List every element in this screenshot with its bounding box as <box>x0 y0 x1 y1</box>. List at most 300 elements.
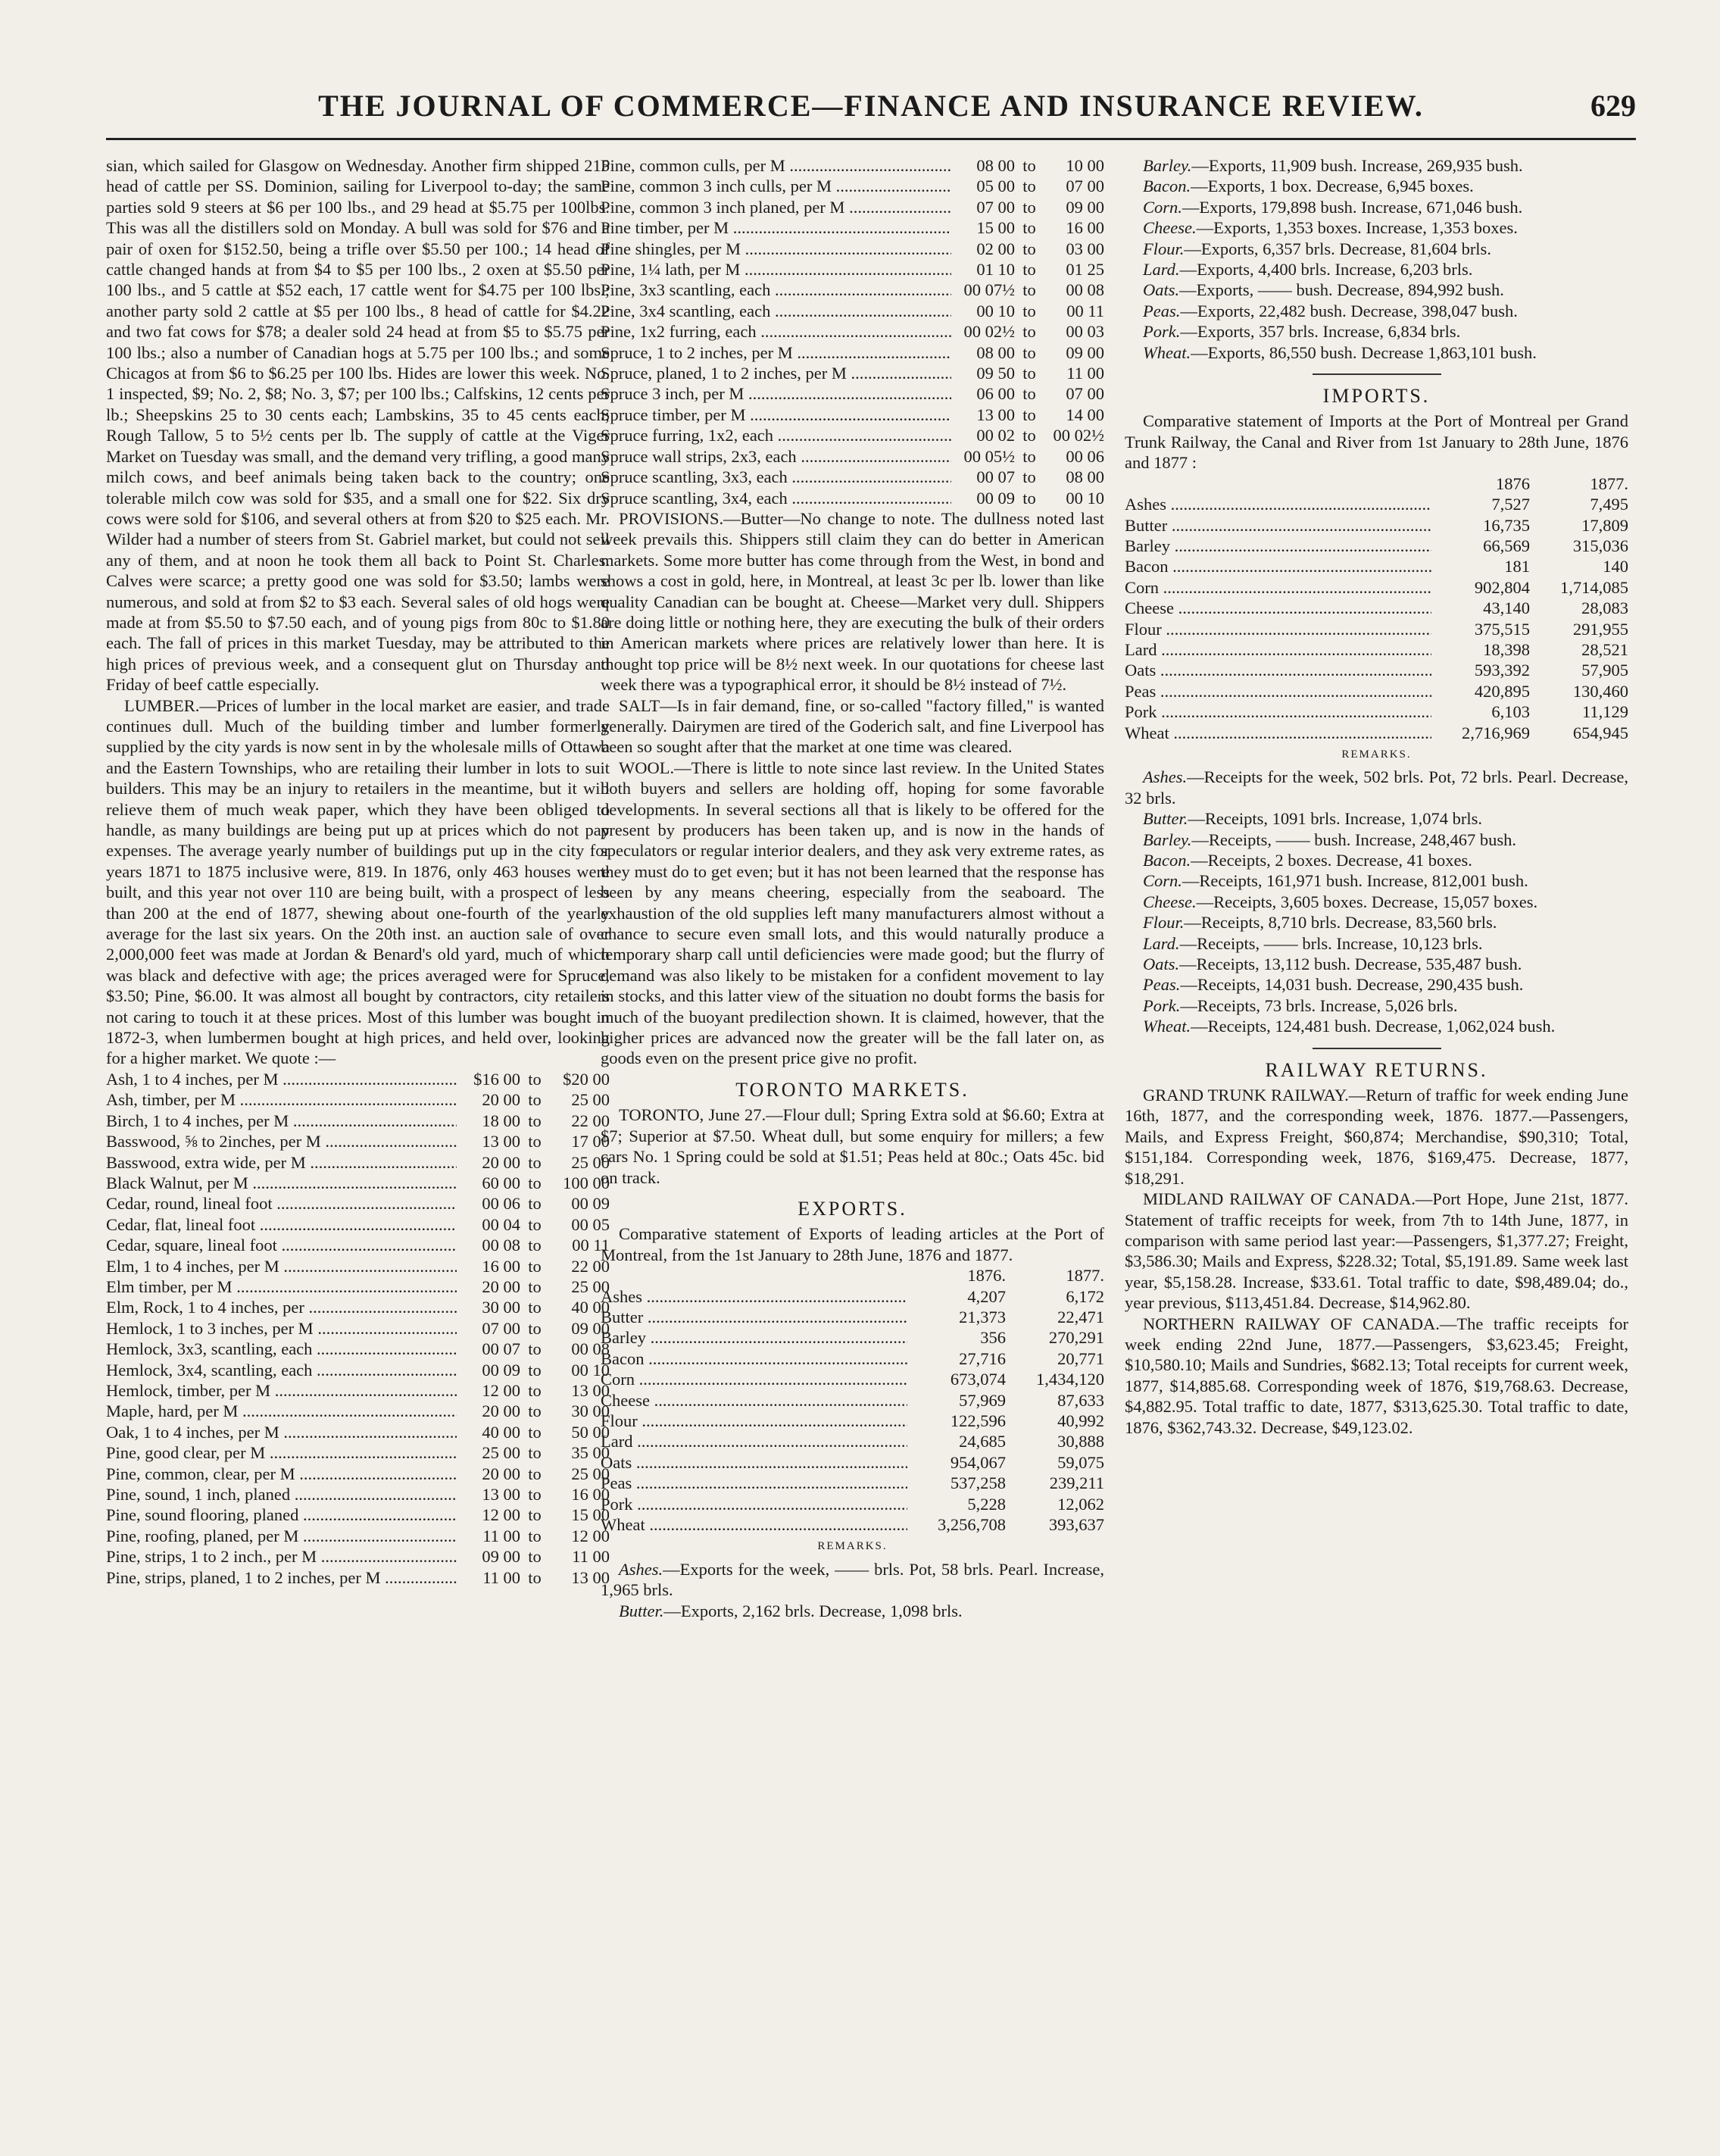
page-header <box>106 82 1636 135</box>
price-row <box>601 363 1104 383</box>
value-1876: 4,207 <box>967 1286 1006 1306</box>
price-to: to <box>528 1401 542 1421</box>
price-row <box>601 197 1104 217</box>
remark-item: Flour. <box>1143 913 1185 933</box>
value-1876: 24,685 <box>959 1432 1006 1451</box>
price-row <box>106 1111 610 1131</box>
price-row <box>601 301 1104 321</box>
price-low: 05 00 <box>976 177 1015 196</box>
price-low: 20 00 <box>482 1152 520 1172</box>
remark-text: —Exports for the week, —— brls. Pot, 58 brls. Pearl. Increase, 1,965 brls. <box>601 1559 1104 1600</box>
remark-text: —Receipts for the week, 502 brls. Pot, 72 brls. Pearl. Decrease, 32 brls. <box>1125 767 1628 808</box>
price-low: 02 00 <box>976 239 1015 258</box>
price-label: Basswood, ⅝ to 2inches, per M ..... <box>106 1131 457 1151</box>
price-label: Pine timber, per M ..... <box>601 217 951 238</box>
table-row <box>1125 536 1628 556</box>
table-row <box>1125 660 1628 680</box>
commodity-label: Lard ..... <box>601 1431 907 1451</box>
table-row <box>601 1494 1104 1514</box>
value-1876: 43,140 <box>1483 598 1530 618</box>
exports-year-1877: 1877. <box>1066 1266 1104 1286</box>
table-row <box>601 1307 1104 1327</box>
price-to: to <box>1022 488 1036 508</box>
remark-text: —Receipts, 2 boxes. Decrease, 41 boxes. <box>1191 851 1472 870</box>
table-row <box>601 1411 1104 1431</box>
exports-remarks <box>601 1559 1104 1621</box>
remark-item: Cheese. <box>1143 218 1197 238</box>
remark-item: Peas. <box>1143 301 1181 320</box>
remark-text: —Exports, 1 box. Decrease, 6,945 boxes. <box>1191 177 1474 196</box>
price-row <box>601 217 1104 238</box>
value-1876: 57,969 <box>959 1390 1006 1410</box>
remark-entry <box>1125 259 1628 280</box>
table-row <box>601 1473 1104 1493</box>
price-low: 00 07½ <box>963 280 1015 300</box>
price-to: to <box>528 1505 542 1525</box>
price-row <box>601 280 1104 300</box>
price-row <box>601 176 1104 196</box>
price-row <box>601 405 1104 425</box>
price-high: 00 11 <box>572 1236 610 1255</box>
remark-entry <box>1125 892 1628 912</box>
price-label: Pine, 1x2 furring, each ..... <box>601 321 951 342</box>
price-low: 12 00 <box>482 1505 520 1525</box>
remark-item: Peas. <box>1143 975 1181 995</box>
remark-entry <box>1125 1016 1628 1036</box>
value-1877: 20,771 <box>1057 1348 1104 1368</box>
remark-entry <box>1125 301 1628 321</box>
price-to: to <box>528 1214 542 1234</box>
commodity-label: Flour ..... <box>1125 619 1431 639</box>
value-1876: 181 <box>1504 557 1530 576</box>
value-1876: 954,067 <box>950 1452 1006 1472</box>
price-high: 09 00 <box>571 1318 610 1338</box>
price-row <box>106 1173 610 1193</box>
price-high: 13 00 <box>571 1380 610 1400</box>
price-high: 17 00 <box>571 1132 610 1151</box>
toronto-markets-paragraph: TORONTO, June 27.—Flour dull; Spring Extra sold at $6.60; Extra at $7; Superior at $7.50. Wheat dull, but some enquiry for millers; a few cars No. 1 Spring could be sold at $1.51; Peas held at 80c.; Oats 45c. bid on track. <box>601 1105 1104 1187</box>
header-rule <box>106 138 1636 140</box>
price-label: Pine, 1¼ lath, per M ..... <box>601 259 951 280</box>
price-high: 09 00 <box>1066 342 1104 362</box>
price-label: Cedar, square, lineal foot ..... <box>106 1235 457 1255</box>
price-low: 06 00 <box>976 384 1015 404</box>
price-to: to <box>528 1380 542 1400</box>
remark-entry <box>1125 767 1628 808</box>
value-1877: 270,291 <box>1048 1328 1104 1348</box>
price-low: 25 00 <box>482 1443 520 1463</box>
price-to: to <box>528 1132 542 1151</box>
price-row <box>106 1089 610 1110</box>
price-low: 09 50 <box>976 364 1015 383</box>
imports-year-1877: 1877. <box>1590 473 1628 493</box>
price-to: to <box>528 1547 542 1567</box>
remark-item: Barley. <box>1143 830 1192 849</box>
price-label: Basswood, extra wide, per M ..... <box>106 1152 457 1173</box>
journal-title: THE JOURNAL OF COMMERCE—FINANCE AND INSURANCE REVIEW. <box>318 89 1424 123</box>
price-high: 00 10 <box>571 1360 610 1380</box>
exports-heading: EXPORTS. <box>798 1197 907 1220</box>
remark-item: Corn. <box>1143 197 1182 217</box>
price-to: to <box>528 1173 542 1192</box>
commodity-label: Bacon ..... <box>1125 556 1431 576</box>
price-low: 20 00 <box>482 1401 520 1421</box>
commodity-label: Pork ..... <box>1125 701 1431 722</box>
remark-item: Oats. <box>1143 955 1180 974</box>
remark-item: Oats. <box>1143 280 1180 300</box>
cattle-market-paragraph: sian, which sailed for Glasgow on Wednesday. Another firm shipped 215 head of cattle per SS. Dominion, sailing for Liverpool to-day; the same parties sold 9 steers at $6 per 100 lbs., and 29 head at $5.75 per 100lbs. This was all the distillers sold on Monday. A bull was sold for $76 and a pair of oxen for $152.50, being a trifle over $5.50 per 100.; 14 head of cattle changed hands at from $4 to $5 per 100 lbs., 2 oxen at $5.50 per 100 lbs., and 5 cattle at $52 each, 17 cattle went for $4.75 per 100 lbs.; another party sold 2 cattle at $5 per 100 lbs., 8 head of cattle for $4.22 and two fat cows for $78; a dealer sold 24 head at from $5 to $5.75 per 100 lbs.; also a number of Canadian hogs at 5.75 per 100 lbs.; and some Chicagos at from $6 to $6.25 per 100 lbs. Hides are lower this week. No. 1 inspected, $9; No. 2, $8; No. 3, $7; per 100 lbs.; Calfskins, 12 cents per lb.; Sheepskins 25 to 30 cents each; Lambskins, 35 to 45 cents each; Rough Tallow, 5 to 5½ cents per lb. The supply of cattle at the Viger Market on Tuesday was small, and the demand very trifling, a good many milch cows, and beef animals being taken back to the country; one tolerable milch cow was sold for $35, and a small one for $22. Six dry cows were sold for $106, and several others at from $20 to $25 each. Mr. Wilder had a number of steers from St. Gabriel market, but could not sell any of them, and at noon he took them all back to Point St. Charles. Calves were scarce; a pretty good one was sold for $3.50; lambs were numerous, and sold at from $2 to $3 each. Several sales of old hogs were made at from $5.50 to $7.50 each, and of young pigs from 80c to $1.80 each. The fall of prices in this market Tuesday, may be attributed to the high prices of previous week, and a consequent glut on Thursday and Friday of beef cattle especially. <box>106 156 610 695</box>
price-high: 25 00 <box>571 1090 610 1110</box>
price-low: 08 00 <box>976 342 1015 362</box>
price-high: 07 00 <box>1066 384 1104 404</box>
price-high: 09 00 <box>1066 197 1104 217</box>
price-low: 00 07 <box>482 1339 520 1359</box>
price-to: to <box>1022 177 1036 196</box>
remark-text: —Exports, 357 brls. Increase, 6,834 brls. <box>1180 322 1461 342</box>
price-low: 00 06 <box>482 1194 520 1214</box>
exports-table <box>601 1286 1104 1536</box>
remark-item: Lard. <box>1143 933 1180 953</box>
price-to: to <box>528 1339 542 1359</box>
commodity-label: Ashes ..... <box>1125 494 1431 514</box>
price-row <box>106 1546 610 1567</box>
price-low: $16 00 <box>473 1069 520 1089</box>
price-to: to <box>528 1111 542 1130</box>
commodity-label: Barley ..... <box>1125 536 1431 556</box>
remark-text: —Exports, 179,898 bush. Increase, 671,046 bush. <box>1182 197 1523 217</box>
salt-paragraph: SALT—Is in fair demand, fine, or so-called "factory filled," is wanted generally. Dairymen are tired of the Goderich salt, and fine Liverpool has been so sought after that the market at one time was cleared. <box>601 695 1104 757</box>
price-to: to <box>528 1443 542 1463</box>
table-row <box>1125 515 1628 536</box>
price-label: Pine, strips, 1 to 2 inch., per M ..... <box>106 1546 457 1567</box>
exports-remarks-heading: REMARKS. <box>817 1540 888 1553</box>
price-label: Pine, sound, 1 inch, planed ..... <box>106 1484 457 1505</box>
table-row <box>1125 639 1628 660</box>
remark-entry <box>1125 974 1628 995</box>
value-1877: 12,062 <box>1057 1494 1104 1514</box>
table-row <box>1125 556 1628 576</box>
price-high: 00 10 <box>1066 488 1104 508</box>
value-1877: 17,809 <box>1581 515 1628 535</box>
price-label: Hemlock, timber, per M ..... <box>106 1380 457 1401</box>
value-1877: 130,460 <box>1572 681 1628 701</box>
value-1876: 18,398 <box>1483 639 1530 659</box>
remark-text: —Exports, 4,400 brls. Increase, 6,203 brls. <box>1179 260 1473 280</box>
price-label: Cedar, flat, lineal foot ..... <box>106 1214 457 1235</box>
remark-text: —Receipts, —— brls. Increase, 10,123 brls. <box>1179 933 1483 953</box>
price-low: 00 10 <box>976 301 1015 320</box>
price-row <box>106 1131 610 1151</box>
price-row <box>106 1567 610 1588</box>
table-row <box>601 1348 1104 1369</box>
value-1877: 28,521 <box>1581 639 1628 659</box>
price-low: 15 00 <box>976 218 1015 238</box>
price-row <box>106 1152 610 1173</box>
price-label: Pine, roofing, planed, per M ..... <box>106 1526 457 1546</box>
value-1876: 593,392 <box>1474 661 1530 680</box>
price-to: to <box>528 1276 542 1296</box>
price-to: to <box>528 1298 542 1317</box>
price-row <box>106 1069 610 1089</box>
price-low: 08 00 <box>976 156 1015 175</box>
price-low: 13 00 <box>482 1485 520 1504</box>
commodity-label: Cheese ..... <box>601 1390 907 1411</box>
price-row <box>106 1235 610 1255</box>
remark-item: Lard. <box>1143 260 1180 280</box>
price-low: 00 04 <box>482 1214 520 1234</box>
price-low: 00 02 <box>976 426 1015 445</box>
value-1877: 57,905 <box>1581 661 1628 680</box>
remark-text: —Receipts, 161,971 bush. Increase, 812,001 bush. <box>1182 871 1528 891</box>
price-to: to <box>1022 280 1036 300</box>
value-1877: 11,129 <box>1581 702 1628 722</box>
price-label: Pine, common, clear, per M ..... <box>106 1464 457 1484</box>
commodity-label: Corn ..... <box>1125 577 1431 598</box>
price-row <box>106 1380 610 1401</box>
price-high: 00 06 <box>1066 446 1104 466</box>
price-row <box>106 1442 610 1463</box>
price-low: 11 00 <box>482 1567 520 1587</box>
price-label: Maple, hard, per M ..... <box>106 1401 457 1421</box>
price-to: to <box>1022 260 1036 280</box>
price-to: to <box>1022 218 1036 238</box>
price-high: 25 00 <box>571 1152 610 1172</box>
remark-item: Butter. <box>619 1601 664 1620</box>
value-1876: 3,256,708 <box>938 1515 1006 1534</box>
price-row <box>601 425 1104 445</box>
price-low: 20 00 <box>482 1464 520 1483</box>
table-row <box>1125 494 1628 514</box>
price-to: to <box>1022 322 1036 342</box>
price-low: 00 05½ <box>963 446 1015 466</box>
price-high: 50 00 <box>571 1422 610 1442</box>
price-label: Hemlock, 3x3, scantling, each ..... <box>106 1339 457 1359</box>
remark-entry <box>1125 870 1628 891</box>
commodity-label: Bacon ..... <box>601 1348 907 1369</box>
remark-item: Barley. <box>1143 156 1192 175</box>
price-high: $20 00 <box>563 1069 610 1089</box>
price-label: Pine, common culls, per M ..... <box>601 155 951 176</box>
remark-text: —Receipts, 73 brls. Increase, 5,026 brls. <box>1180 995 1458 1015</box>
remark-item: Bacon. <box>1143 177 1191 196</box>
remark-entry <box>601 1559 1104 1601</box>
table-row <box>601 1452 1104 1473</box>
remark-item: Ashes. <box>619 1559 663 1579</box>
price-label: Ash, 1 to 4 inches, per M ..... <box>106 1069 457 1089</box>
remark-text: —Receipts, 124,481 bush. Decrease, 1,062,024 bush. <box>1191 1017 1556 1036</box>
value-1876: 66,569 <box>1483 536 1530 555</box>
price-row <box>106 1464 610 1484</box>
value-1876: 122,596 <box>950 1411 1006 1430</box>
value-1876: 420,895 <box>1474 681 1530 701</box>
price-label: Spruce, planed, 1 to 2 inches, per M ..... <box>601 363 951 383</box>
price-high: 22 00 <box>571 1111 610 1130</box>
price-row <box>601 467 1104 487</box>
price-to: to <box>528 1567 542 1587</box>
table-row <box>1125 723 1628 743</box>
price-low: 13 00 <box>976 405 1015 424</box>
price-high: 12 00 <box>571 1526 610 1545</box>
value-1876: 5,228 <box>967 1494 1006 1514</box>
price-high: 00 05 <box>571 1214 610 1234</box>
commodity-label: Butter ..... <box>1125 515 1431 536</box>
imports-year-header <box>1125 473 1628 494</box>
price-to: to <box>1022 156 1036 175</box>
price-high: 13 00 <box>571 1567 610 1587</box>
value-1876: 16,735 <box>1483 515 1530 535</box>
wool-paragraph: WOOL.—There is little to note since last review. In the United States both buyers and sellers are holding off, hoping for some favorable developments. In several sections all that is likely to be offered for the present by producers has been taken up, and is now in the hands of speculators or regular interior dealers, and they ask very extreme rates, as they must do to get even; but it has not been learned that the response has been by any means cheering, especially from the seaboard. The exhaustion of the old supplies left many manufacturers almost without a chance to secure even small lots, and this would naturally produce a temporary sharp call until deficiencies were made good; but the flurry of demand was also likely to be mistaken for a confident movement to lay in stocks, and this latter view of the situation no doubt forms the basis for much of the buoyant predilection shown. It is claimed, however, that the higher prices are advanced now the greater will be the fall later on, as goods even on the present price give no profit. <box>601 758 1104 1068</box>
price-row <box>106 1422 610 1442</box>
price-row <box>106 1484 610 1505</box>
remark-item: Pork. <box>1143 322 1181 342</box>
remark-text: —Exports, 22,482 bush. Decrease, 398,047 bush. <box>1180 301 1518 320</box>
remark-text: —Receipts, 3,605 boxes. Decrease, 15,057 boxes. <box>1196 892 1538 911</box>
value-1877: 6,172 <box>1066 1286 1104 1306</box>
price-label: Pine, sound flooring, planed ..... <box>106 1505 457 1525</box>
price-row <box>601 239 1104 259</box>
remark-entry <box>1125 954 1628 974</box>
imports-table <box>1125 494 1628 743</box>
value-1877: 28,083 <box>1581 598 1628 618</box>
table-row <box>1125 577 1628 598</box>
price-to: to <box>528 1485 542 1504</box>
remark-item: Cheese. <box>1143 892 1197 911</box>
price-to: to <box>1022 239 1036 258</box>
imports-intro: Comparative statement of Imports at the Port of Montreal per Grand Trunk Railway, the Canal and River from 1st January to 28th June, 1876 and 1877 : <box>1125 411 1628 473</box>
table-row <box>601 1390 1104 1411</box>
value-1876: 673,074 <box>950 1370 1006 1389</box>
price-low: 60 00 <box>482 1173 520 1192</box>
price-label: Spruce furring, 1x2, each ..... <box>601 425 951 445</box>
price-label: Spruce timber, per M ..... <box>601 405 951 425</box>
price-label: Spruce 3 inch, per M ..... <box>601 383 951 404</box>
remark-entry <box>1125 197 1628 217</box>
price-to: to <box>1022 301 1036 320</box>
table-row <box>601 1327 1104 1348</box>
price-row <box>106 1256 610 1276</box>
remark-text: —Receipts, —— bush. Increase, 248,467 bush. <box>1191 830 1517 849</box>
price-row <box>601 259 1104 280</box>
price-label: Birch, 1 to 4 inches, per M ..... <box>106 1111 457 1131</box>
price-low: 12 00 <box>482 1380 520 1400</box>
price-label: Spruce, 1 to 2 inches, per M ..... <box>601 342 951 363</box>
value-1877: 239,211 <box>1049 1473 1104 1493</box>
price-label: Elm, Rock, 1 to 4 inches, per ..... <box>106 1297 457 1317</box>
price-to: to <box>528 1464 542 1483</box>
price-low: 40 00 <box>482 1422 520 1442</box>
value-1877: 654,945 <box>1572 723 1628 742</box>
remark-text: —Receipts, 8,710 brls. Decrease, 83,560 brls. <box>1184 913 1497 933</box>
remark-text: —Exports, 6,357 brls. Decrease, 81,604 brls. <box>1184 239 1491 258</box>
price-low: 11 00 <box>482 1526 520 1545</box>
remark-entry <box>1125 912 1628 933</box>
price-label: Pine, common 3 inch culls, per M ..... <box>601 176 951 196</box>
table-row <box>601 1514 1104 1535</box>
price-to: to <box>528 1090 542 1110</box>
exports-intro: Comparative statement of Exports of leading articles at the Port of Montreal, from the 1st January to 28th June, 1876 and 1877. <box>601 1224 1104 1264</box>
price-low: 00 08 <box>482 1236 520 1255</box>
value-1877: 59,075 <box>1057 1452 1104 1472</box>
price-high: 11 00 <box>1066 364 1104 383</box>
price-row <box>601 383 1104 404</box>
price-label: Pine, common 3 inch planed, per M ..... <box>601 197 951 217</box>
remark-text: —Exports, —— bush. Decrease, 894,992 bush. <box>1179 280 1504 300</box>
price-to: to <box>528 1318 542 1338</box>
price-row <box>106 1276 610 1297</box>
price-to: to <box>528 1194 542 1214</box>
price-high: 22 00 <box>571 1256 610 1276</box>
remark-entry <box>1125 342 1628 363</box>
price-high: 10 00 <box>1066 156 1104 175</box>
price-low: 13 00 <box>482 1132 520 1151</box>
price-row <box>106 1360 610 1380</box>
price-row <box>106 1214 610 1235</box>
price-to: to <box>1022 405 1036 424</box>
commodity-label: Flour ..... <box>601 1411 907 1431</box>
commodity-label: Wheat ..... <box>1125 723 1431 743</box>
value-1877: 1,434,120 <box>1036 1370 1104 1389</box>
commodity-label: Peas ..... <box>601 1473 907 1493</box>
imports-heading: IMPORTS. <box>1322 385 1431 408</box>
remark-item: Flour. <box>1143 239 1185 258</box>
imports-remarks <box>1125 767 1628 1036</box>
price-low: 09 00 <box>482 1547 520 1567</box>
price-low: 00 09 <box>976 488 1015 508</box>
price-high: 00 02½ <box>1053 426 1104 445</box>
column-left <box>106 155 610 2125</box>
price-high: 00 11 <box>1066 301 1104 320</box>
table-row <box>1125 681 1628 701</box>
table-row <box>601 1286 1104 1307</box>
value-1877: 22,471 <box>1057 1307 1104 1326</box>
commodity-label: Butter ..... <box>601 1307 907 1327</box>
price-low: 01 10 <box>976 260 1015 280</box>
table-row <box>1125 701 1628 722</box>
value-1876: 27,716 <box>959 1348 1006 1368</box>
section-divider <box>1313 373 1441 375</box>
price-high: 03 00 <box>1066 239 1104 258</box>
remark-entry <box>1125 155 1628 176</box>
commodity-label: Pork ..... <box>601 1494 907 1514</box>
value-1877: 393,637 <box>1048 1515 1104 1534</box>
value-1876: 356 <box>980 1328 1006 1348</box>
remark-entry <box>1125 280 1628 300</box>
price-high: 35 00 <box>571 1443 610 1463</box>
commodity-label: Cheese ..... <box>1125 598 1431 618</box>
value-1877: 30,888 <box>1057 1432 1104 1451</box>
price-row <box>601 488 1104 508</box>
price-label: Pine, 3x4 scantling, each ..... <box>601 301 951 321</box>
page-number: 629 <box>1590 89 1636 123</box>
value-1877: 315,036 <box>1572 536 1628 555</box>
price-row <box>106 1401 610 1421</box>
price-row <box>106 1297 610 1317</box>
table-row <box>1125 598 1628 618</box>
value-1876: 7,527 <box>1491 495 1530 514</box>
imports-year-1876: 1876 <box>1496 473 1530 493</box>
remark-item: Wheat. <box>1143 1017 1191 1036</box>
price-to: to <box>528 1256 542 1276</box>
price-high: 11 00 <box>572 1547 610 1567</box>
price-label: Cedar, round, lineal foot ..... <box>106 1193 457 1214</box>
price-high: 08 00 <box>1066 467 1104 487</box>
price-high: 00 08 <box>571 1339 610 1359</box>
price-label: Hemlock, 1 to 3 inches, per M ..... <box>106 1318 457 1339</box>
price-to: to <box>1022 426 1036 445</box>
toronto-markets-heading: TORONTO MARKETS. <box>735 1078 969 1101</box>
remark-entry <box>1125 850 1628 870</box>
price-label: Pine, 3x3 scantling, each ..... <box>601 280 951 300</box>
